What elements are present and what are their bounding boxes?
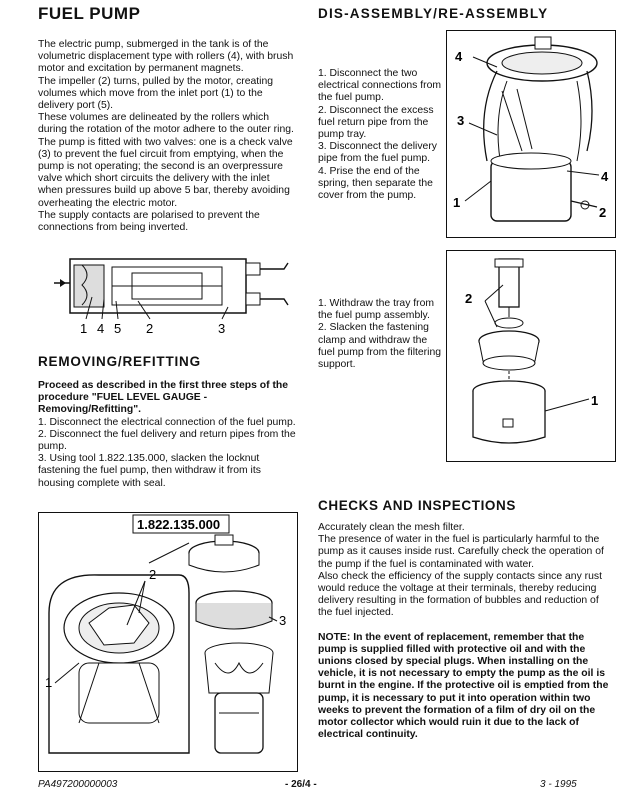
replacement-note: NOTE: In the event of replacement, remember that the pump is supplied filled with protective oil and with the unions closed by special plugs. When installing on the vehicle, it is not necessary to empty the pump as the oil is burnt in the engine. If the protective oil is emptied from the pump, it is necessary to put it into operation within two weeks to prevent the formation of a film of dry oil on the motor collector which would ruin it due to the lack of electrical continuity. (318, 631, 609, 741)
label-2: 2 (146, 321, 154, 336)
removal-figure-box (38, 512, 298, 772)
removing-title: REMOVING/REFITTING (38, 354, 201, 369)
checks-title: CHECKS AND INSPECTIONS (318, 498, 516, 513)
label-1: 1 (591, 393, 599, 408)
paragraph: The supply contacts are polarised to prevent the connections from being inverted. (38, 209, 260, 234)
paragraph: The pump is fitted with two valves: one is a check valve (3) to prevent the fuel circuit from emptying, when the pump is not operating; the second is an overpressure valve which short circuits the delivery with the inlet when pressures build up above 5 bar, thereby avoiding overheating the electric motor. (38, 136, 293, 209)
label-5: 5 (114, 321, 122, 336)
label-4: 4 (97, 321, 105, 336)
step: 2. Slacken the fastening clamp and withdraw the fuel pump from the filtering support. (318, 322, 442, 371)
paragraph: The presence of water in the fuel is particularly harmful to the pump as it causes inside rust. Carefully check the operation of the pump if the fuel is contaminated with water. (318, 534, 604, 570)
removing-procedure (38, 380, 296, 490)
paragraph: The electric pump, submerged in the tank is of the volumetric displacement type with rollers (4), with brush motor and excitation by permanent magnets. (38, 39, 294, 75)
label-2: 2 (599, 205, 607, 220)
label-3: 3 (279, 613, 287, 628)
step: 2. Disconnect the excess fuel return pipe from the pump tray. (318, 104, 434, 141)
label-1: 1 (80, 321, 88, 336)
tool-label: 1.822.135.000 (137, 517, 221, 532)
footer-date: 3 - 1995 (540, 779, 577, 790)
fuel-pump-description (38, 39, 294, 234)
removal-figure (39, 513, 297, 771)
label-4: 4 (455, 49, 463, 64)
checks-text (318, 522, 614, 741)
disassembly-title: DIS-ASSEMBLY/RE-ASSEMBLY (318, 6, 549, 21)
footer-page: - 26/4 - (285, 779, 317, 790)
fuel-pump-title: FUEL PUMP (38, 4, 141, 23)
label-2: 2 (149, 567, 157, 582)
label-1: 1 (453, 195, 461, 210)
label-3: 3 (218, 321, 226, 336)
disassembly-figure-a (447, 31, 615, 237)
disassembly-steps-a (318, 68, 444, 202)
label-2: 2 (465, 291, 473, 306)
step: 3. Using tool 1.822.135.000, slacken the locknut fastening the fuel pump, then withdraw it from its housing complete with seal. (38, 453, 261, 489)
step: 1. Disconnect the electrical connection of the fuel pump. (38, 416, 296, 428)
paragraph: Accurately clean the mesh filter. (318, 522, 465, 533)
removing-intro: Proceed as described in the first three steps of the procedure "FUEL LEVEL GAUGE - Removing/Refitting". (38, 380, 289, 416)
footer-code: PA497200000003 (38, 779, 118, 790)
step: 4. Prise the end of the spring, then separate the cover from the pump. (318, 165, 433, 202)
step: 2. Disconnect the fuel delivery and return pipes from the pump. (38, 428, 296, 453)
step: 3. Disconnect the delivery pipe from the fuel pump. (318, 141, 437, 165)
step: 1. Withdraw the tray from the fuel pump assembly. (318, 298, 435, 322)
disassembly-figure-b-box (446, 250, 616, 462)
disassembly-steps-b (318, 298, 444, 371)
label-3: 3 (457, 113, 465, 128)
label-4b: 4 (601, 169, 609, 184)
step: 1. Disconnect the two electrical connections from the fuel pump. (318, 68, 442, 104)
pump-cross-section-figure (52, 245, 292, 345)
disassembly-figure-a-box (446, 30, 616, 238)
paragraph: These volumes are delineated by the rollers which during the rotation of the motor adhere to the outer ring. (38, 112, 294, 136)
paragraph: Also check the efficiency of the supply contacts since any rust would reduce the voltage at their terminals, thereby reducing delivery resulting in the formation of bubbles and reduction of the fuel injected. (318, 570, 602, 619)
paragraph: The impeller (2) turns, pulled by the motor, creating volumes which move from the inlet port (1) to the delivery port (5). (38, 75, 274, 112)
label-1: 1 (45, 675, 53, 690)
disassembly-figure-b (447, 251, 615, 461)
